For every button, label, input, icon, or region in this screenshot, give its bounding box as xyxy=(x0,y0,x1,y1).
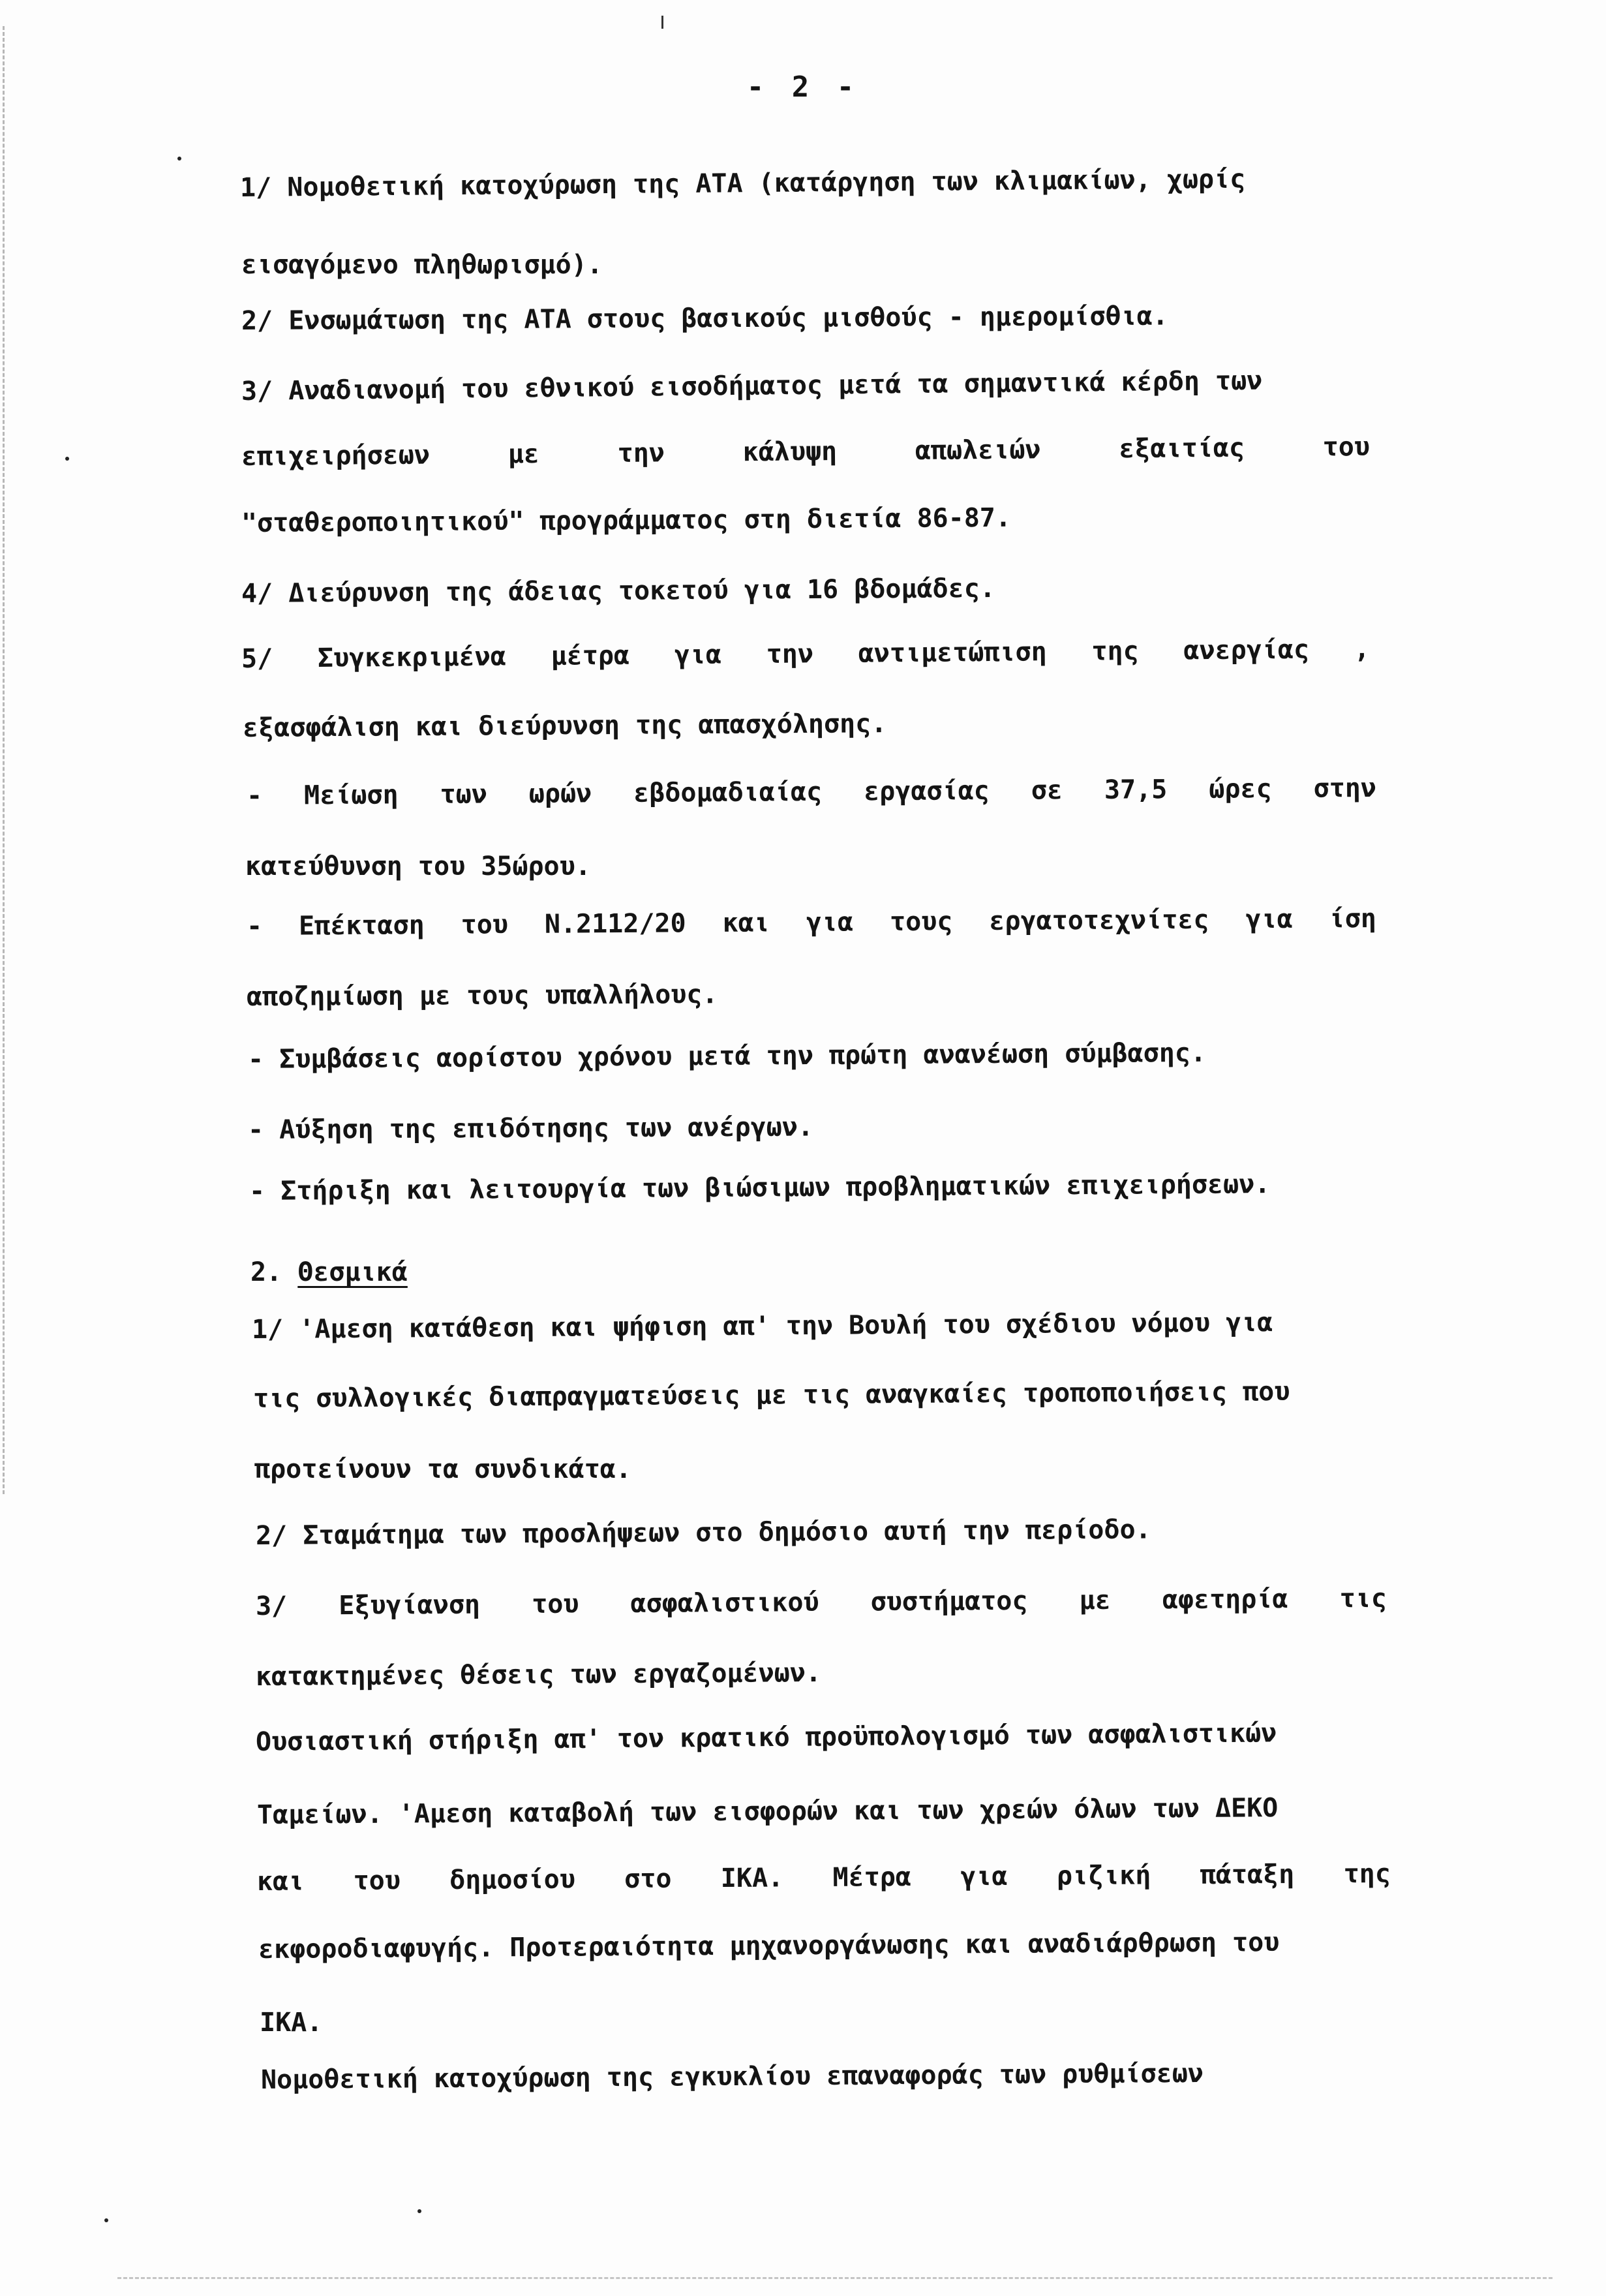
text-line-19: τις συλλογικές διαπραγματεύσεις με τις αναγκαίες τροποποιήσεις που xyxy=(252,1376,1290,1414)
text-line-12 xyxy=(246,903,1377,941)
word: δημοσίου xyxy=(449,1864,576,1895)
word: ωρών xyxy=(528,778,592,809)
text-line-16: - Στήριξη και λειτουργία των βιώσιμων προβληματικών επιχειρήσεων. xyxy=(249,1169,1271,1206)
word: ριζική xyxy=(1056,1860,1151,1891)
word: ΙΚΑ. xyxy=(720,1863,784,1894)
word: της xyxy=(1091,635,1139,667)
word: , xyxy=(1354,634,1371,665)
word: την xyxy=(766,639,814,669)
word: 5/ xyxy=(241,643,273,674)
word: 37,5 xyxy=(1104,774,1168,805)
text-line-7: 4/ Διεύρυνση της άδειας τοκετού για 16 βδομάδες. xyxy=(241,573,996,609)
word: Ν.2112/20 xyxy=(544,908,686,940)
scan-edge-artifact xyxy=(3,26,8,1494)
word: πάταξη xyxy=(1200,1859,1295,1890)
word: Συγκεκριμένα xyxy=(317,641,507,673)
word: απωλειών xyxy=(915,435,1041,466)
word: τους xyxy=(889,906,953,938)
text-line-26 xyxy=(256,1858,1391,1897)
text-line-20: προτείνουν τα συνδικάτα. xyxy=(254,1454,631,1484)
word: εργατοτεχνίτες xyxy=(989,904,1209,937)
text-line-4: 3/ Αναδιανομή του εθνικού εισοδήματος μετά τα σημαντικά κέρδη των xyxy=(241,365,1263,406)
text-line-1: 1/ Νομοθετική κατοχύρωση της ΑΤΑ (κατάργηση των κλιμακίων, χωρίς xyxy=(239,164,1246,203)
word: του xyxy=(461,910,509,940)
word: της xyxy=(1343,1858,1391,1890)
word: για xyxy=(674,639,722,671)
section-title: Θεσμικά xyxy=(297,1257,408,1287)
word: Μέτρα xyxy=(832,1861,912,1893)
word: με xyxy=(508,439,540,470)
text-line-13: αποζημίωση με τους υπαλλήλους. xyxy=(246,979,718,1012)
text-line-29: Νομοθετική κατοχύρωση της εγκυκλίου επαναφοράς των ρυθμίσεων xyxy=(260,2058,1204,2095)
word: στην xyxy=(1313,773,1377,804)
word: του xyxy=(1322,431,1371,463)
word: για xyxy=(960,1861,1008,1892)
word: στο xyxy=(624,1863,672,1895)
text-line-11: κατεύθυνση του 35ώρου. xyxy=(245,851,591,881)
word: επιχειρήσεων xyxy=(241,440,431,472)
word: Μείωση xyxy=(303,780,399,811)
word: τις xyxy=(1339,1583,1387,1614)
text-line-25: Ταμείων. 'Αμεση καταβολή των εισφορών και των χρεών όλων των ΔΕΚΟ xyxy=(256,1793,1279,1830)
text-line-22 xyxy=(256,1585,1387,1619)
word: Εξυγίανση xyxy=(339,1589,481,1621)
word: για xyxy=(806,907,854,938)
text-line-8 xyxy=(241,636,1370,672)
page-number-text: - 2 - xyxy=(746,70,860,104)
word: 3/ xyxy=(255,1591,288,1621)
section-heading xyxy=(250,1259,408,1285)
word: εβδομαδιαίας xyxy=(633,776,823,808)
word: των xyxy=(440,779,487,810)
word: - xyxy=(246,911,263,941)
text-line-5 xyxy=(241,431,1371,472)
word: ώρες xyxy=(1209,774,1272,804)
word: ασφαλιστικού xyxy=(630,1587,819,1619)
word: ίση xyxy=(1329,903,1377,934)
word: αντιμετώπιση xyxy=(858,637,1047,669)
text-line-24: Ουσιαστική στήριξη απ' τον κρατικό προϋπολογισμό των ασφαλιστικών xyxy=(255,1718,1277,1757)
text-line-15: - Αύξηση της επιδότησης των ανέργων. xyxy=(247,1112,814,1145)
word: αφετηρία xyxy=(1162,1584,1288,1615)
text-line-21: 2/ Σταμάτημα των προσλήψεων στο δημόσιο αυτή την περίοδο. xyxy=(255,1514,1151,1551)
word: την xyxy=(617,438,665,468)
word: συστήματος xyxy=(870,1585,1028,1617)
scan-top-mark xyxy=(661,16,663,29)
text-line-23: κατακτημένες θέσεις των εργαζομένων. xyxy=(255,1657,822,1692)
word: για xyxy=(1245,904,1293,935)
section-number: 2. xyxy=(250,1257,282,1287)
word: και xyxy=(256,1866,305,1897)
word: μέτρα xyxy=(551,640,630,671)
text-line-3: 2/ Ενσωμάτωση της ΑΤΑ στους βασικούς μισθούς - ημερομίσθια. xyxy=(241,301,1168,336)
text-line-10 xyxy=(247,775,1376,809)
word: εργασίας xyxy=(863,776,990,807)
word: του xyxy=(353,1865,401,1896)
word: σε xyxy=(1031,775,1063,806)
word: κάλυψη xyxy=(742,436,838,468)
scan-speck xyxy=(177,157,181,161)
text-line-28: ΙΚΑ. xyxy=(260,2008,323,2038)
word: - xyxy=(246,780,263,811)
text-line-18: 1/ 'Αμεση κατάθεση και ψήφιση απ' την Βουλή του σχέδιου νόμου για xyxy=(251,1308,1273,1345)
scan-speck xyxy=(65,457,69,461)
word: και xyxy=(722,908,770,938)
text-line-27: εκφοροδιαφυγής. Προτεραιότητα μηχανοργάνωσης και αναδιάρθρωση του xyxy=(258,1927,1280,1965)
scan-speck xyxy=(104,2218,108,2222)
text-line-6: "σταθεροποιητικού" προγράμματος στη διετία 86-87. xyxy=(241,502,1012,538)
word: ανεργίας xyxy=(1183,634,1310,666)
text-line-2: εισαγόμενο πληθωρισμό). xyxy=(241,250,603,280)
word: Επέκταση xyxy=(298,910,425,941)
text-line-14: - Συμβάσεις αορίστου χρόνου μετά την πρώτη ανανέωση σύμβασης. xyxy=(247,1037,1207,1075)
word: του xyxy=(532,1589,579,1620)
page-number xyxy=(0,70,1606,104)
word: με xyxy=(1079,1585,1111,1616)
text-line-9: εξασφάλιση και διεύρυνση της απασχόλησης. xyxy=(242,709,887,743)
word: εξαιτίας xyxy=(1119,433,1245,465)
scan-bottom-artifact xyxy=(117,2277,1553,2282)
scan-speck xyxy=(417,2209,421,2213)
